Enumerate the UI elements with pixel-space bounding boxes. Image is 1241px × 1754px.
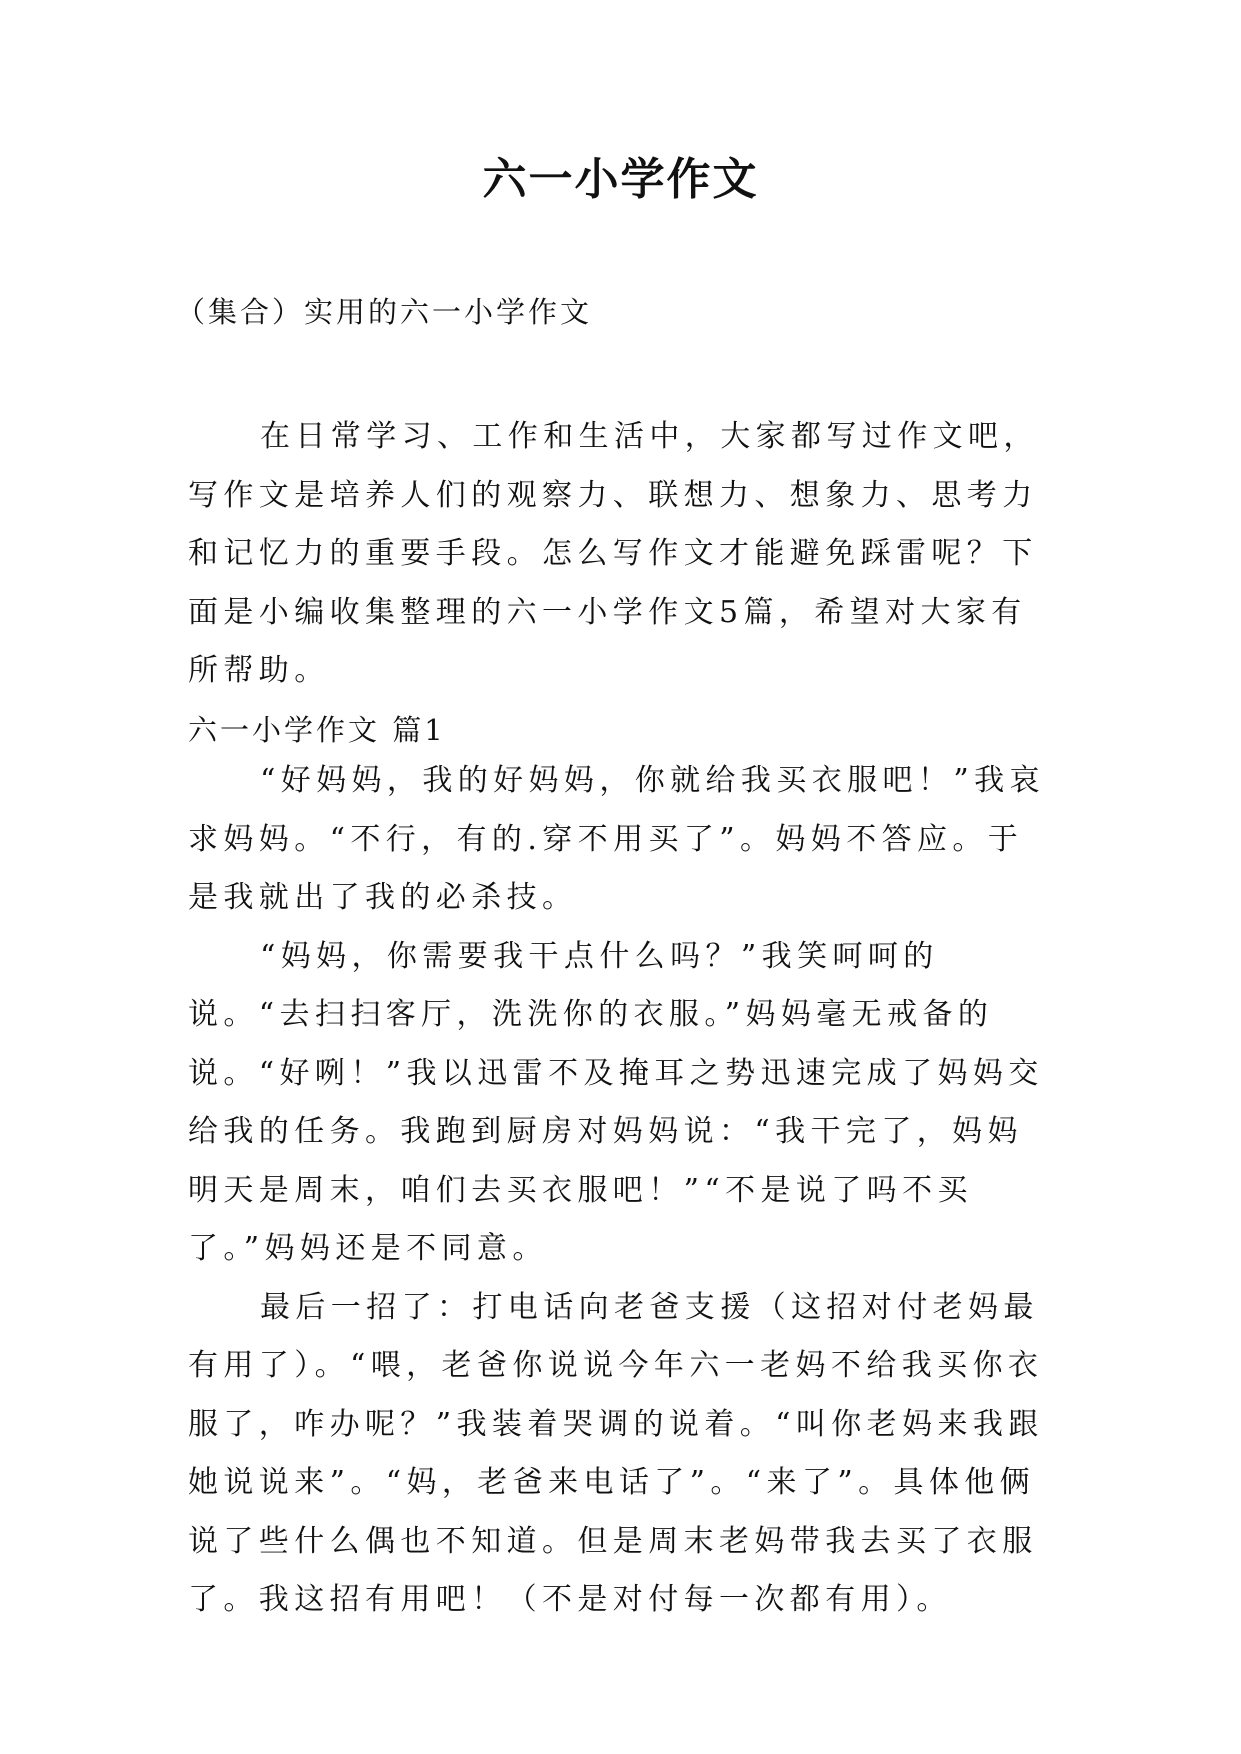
- body-paragraph: “妈妈，你需要我干点什么吗？”我笑呵呵的说。“去扫扫客厅，洗洗你的衣服。”妈妈毫无戒备的说。“好咧！”我以迅雷不及掩耳之势迅速完成了妈妈交给我的任务。我跑到厨房对妈妈说：“我干完了，妈妈明天是周末，咱们去买衣服吧！”“不是说了吗不买了。”妈妈还是不同意。: [188, 938, 1044, 1266]
- section-heading: 六一小学作文 篇1: [188, 713, 446, 747]
- section-body: [188, 752, 1054, 1630]
- body-paragraph: “好妈妈，我的好妈妈，你就给我买衣服吧！”我哀求妈妈。“不行，有的.穿不用买了”。妈妈不答应。于是我就出了我的必杀技。: [188, 763, 1045, 915]
- document-subtitle: （集合）实用的六一小学作文: [176, 295, 593, 329]
- intro-paragraph: 在日常学习、工作和生活中，大家都写过作文吧，写作文是培养人们的观察力、联想力、想象力、思考力和记忆力的重要手段。怎么写作文才能避免踩雷呢？下面是小编收集整理的六一小学作文5篇，希望对大家有所帮助。: [188, 419, 1039, 688]
- body-paragraph: 最后一招了：打电话向老爸支援（这招对付老妈最有用了）。“喂，老爸你说说今年六一老妈不给我买你衣服了，咋办呢？”我装着哭调的说着。“叫你老妈来我跟她说说来”。“妈，老爸来电话了”。“来了”。具体他俩说了些什么偶也不知道。但是周末老妈带我去买了衣服了。我这招有用吧！（不是对付每一次都有用）。: [188, 1289, 1044, 1617]
- document-title: 六一小学作文: [482, 154, 759, 205]
